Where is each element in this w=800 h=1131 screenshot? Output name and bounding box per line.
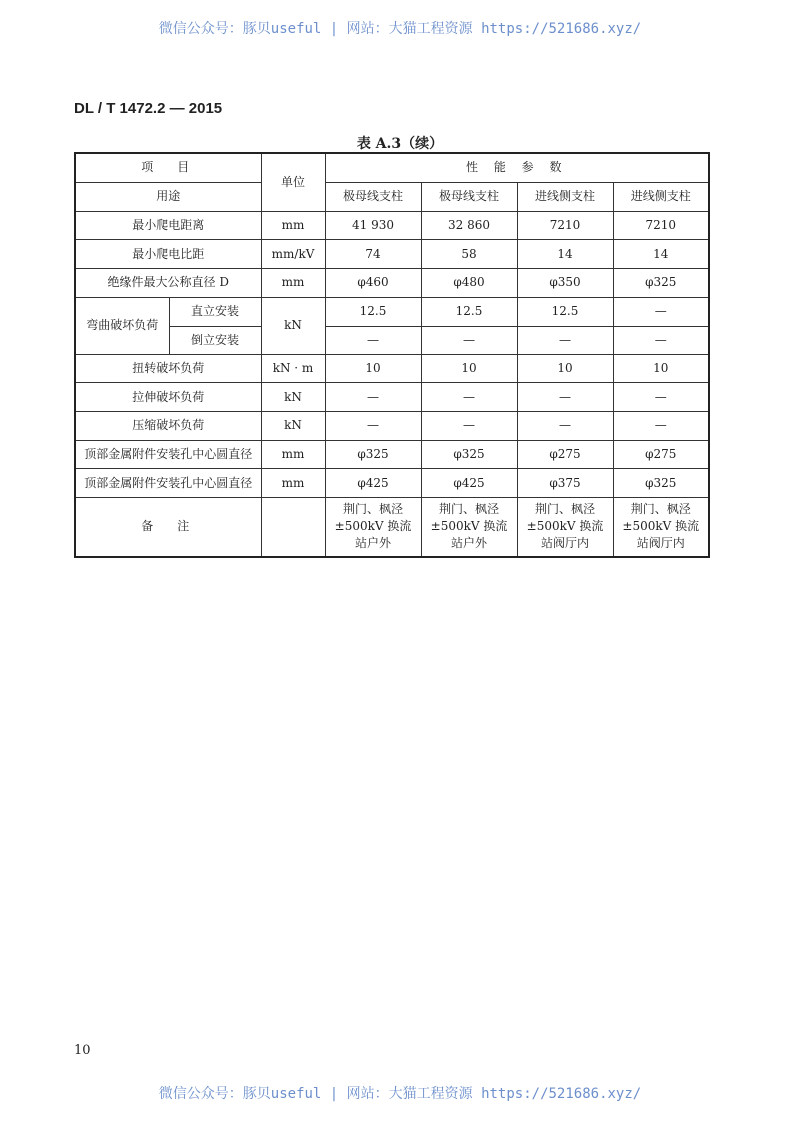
value-cell: —	[613, 383, 709, 412]
use-cell: 进线侧支柱	[613, 182, 709, 211]
item-cell: 弯曲破坏负荷	[75, 297, 169, 354]
unit-cell: mm	[261, 440, 325, 469]
value-cell: 7210	[517, 211, 613, 240]
value-cell: 58	[421, 240, 517, 269]
value-cell: φ425	[325, 469, 421, 498]
remark-cell: 荆门、枫泾 ±500kV 换流 站阀厅内	[517, 498, 613, 557]
table-row	[75, 354, 709, 383]
value-cell: —	[325, 326, 421, 354]
unit-cell: mm/kV	[261, 240, 325, 269]
item-cell: 顶部金属附件安装孔中心圆直径	[75, 440, 261, 469]
item-cell: 拉伸破坏负荷	[75, 383, 261, 412]
value-cell: —	[421, 383, 517, 412]
unit-cell: mm	[261, 268, 325, 297]
unit-cell	[261, 498, 325, 557]
value-cell: φ275	[517, 440, 613, 469]
value-cell: 32 860	[421, 211, 517, 240]
table-row	[75, 240, 709, 269]
value-cell: 12.5	[421, 297, 517, 326]
value-cell: φ325	[613, 268, 709, 297]
item-cell: 绝缘件最大公称直径 D	[75, 268, 261, 297]
item-cell: 压缩破坏负荷	[75, 411, 261, 440]
header-item: 项 目	[75, 153, 261, 182]
sub-item-cell: 倒立安装	[169, 326, 261, 354]
value-cell: 14	[517, 240, 613, 269]
value-cell: 7210	[613, 211, 709, 240]
value-cell: φ480	[421, 268, 517, 297]
table-row	[75, 469, 709, 498]
value-cell: 10	[517, 354, 613, 383]
value-cell: —	[325, 411, 421, 440]
table-row	[75, 440, 709, 469]
value-cell: 10	[613, 354, 709, 383]
watermark-header: 微信公众号：豚贝useful | 网站：大猫工程资源 https://521686.xyz/	[158, 21, 642, 37]
value-cell: —	[517, 326, 613, 354]
value-cell: φ350	[517, 268, 613, 297]
header-unit: 单位	[261, 153, 325, 211]
header-use: 用途	[75, 182, 261, 211]
watermark-footer: 微信公众号：豚贝useful | 网站：大猫工程资源 https://521686.xyz/	[158, 1086, 642, 1102]
item-cell: 扭转破坏负荷	[75, 354, 261, 383]
spec-table	[74, 152, 710, 558]
value-cell: φ325	[613, 469, 709, 498]
remark-cell: 荆门、枫泾 ±500kV 换流 站户外	[325, 498, 421, 557]
use-cell: 进线侧支柱	[517, 182, 613, 211]
table-row-remark	[75, 498, 709, 557]
value-cell: φ425	[421, 469, 517, 498]
unit-cell: kN	[261, 411, 325, 440]
table-row	[75, 297, 709, 326]
value-cell: φ460	[325, 268, 421, 297]
unit-cell: kN	[261, 383, 325, 412]
value-cell: —	[421, 326, 517, 354]
item-cell: 顶部金属附件安装孔中心圆直径	[75, 469, 261, 498]
value-cell: φ375	[517, 469, 613, 498]
unit-cell: mm	[261, 211, 325, 240]
item-cell: 最小爬电比距	[75, 240, 261, 269]
value-cell: 12.5	[517, 297, 613, 326]
page-number: 10	[74, 1043, 91, 1058]
value-cell: φ275	[613, 440, 709, 469]
value-cell: —	[613, 297, 709, 326]
table-caption: 表 A.3（续）	[356, 136, 444, 152]
value-cell: φ325	[421, 440, 517, 469]
unit-cell: mm	[261, 469, 325, 498]
value-cell: 41 930	[325, 211, 421, 240]
table-row	[75, 211, 709, 240]
value-cell: —	[517, 383, 613, 412]
value-cell: 12.5	[325, 297, 421, 326]
unit-cell: kN · m	[261, 354, 325, 383]
table-row	[75, 326, 709, 354]
value-cell: φ325	[325, 440, 421, 469]
remark-cell: 荆门、枫泾 ±500kV 换流 站阀厅内	[613, 498, 709, 557]
table-row	[75, 383, 709, 412]
use-cell: 极母线支柱	[325, 182, 421, 211]
value-cell: —	[421, 411, 517, 440]
use-cell: 极母线支柱	[421, 182, 517, 211]
value-cell: 10	[421, 354, 517, 383]
value-cell: —	[613, 411, 709, 440]
sub-item-cell: 直立安装	[169, 297, 261, 326]
standard-number: DL / T 1472.2 — 2015	[74, 100, 223, 117]
value-cell: —	[517, 411, 613, 440]
unit-cell: kN	[261, 297, 325, 354]
table-row	[75, 268, 709, 297]
item-cell: 最小爬电距离	[75, 211, 261, 240]
value-cell: 74	[325, 240, 421, 269]
value-cell: 10	[325, 354, 421, 383]
header-performance: 性 能 参 数	[325, 153, 709, 182]
item-cell: 备 注	[75, 498, 261, 557]
value-cell: —	[613, 326, 709, 354]
value-cell: 14	[613, 240, 709, 269]
remark-cell: 荆门、枫泾 ±500kV 换流 站户外	[421, 498, 517, 557]
table-row	[75, 411, 709, 440]
value-cell: —	[325, 383, 421, 412]
